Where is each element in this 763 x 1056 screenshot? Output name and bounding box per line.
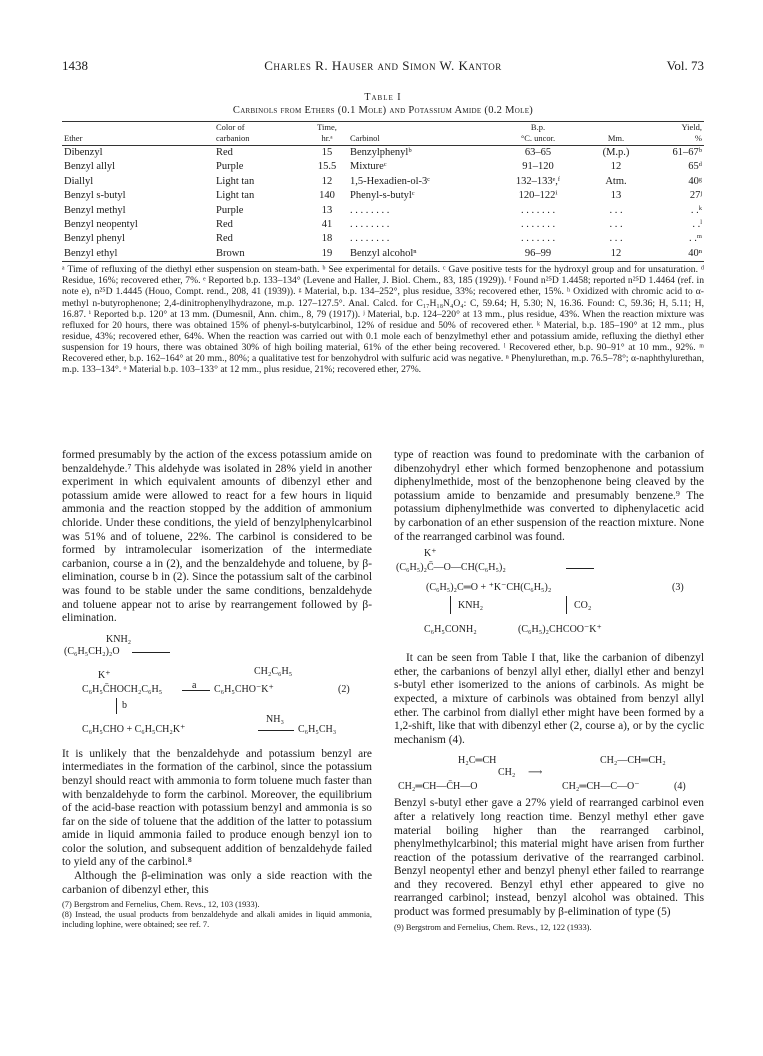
eq4-right-bottom: CH₂═CH—C—O⁻ (562, 781, 640, 793)
table-cell: 19 (305, 247, 349, 262)
page-number: 1438 (62, 58, 88, 73)
table-cell: . . . . . . . (520, 219, 556, 231)
table-cell: Atm. (605, 175, 627, 187)
table-cell: Benzyl methyl (64, 204, 126, 216)
eq2-toluene: C₆H₅CH₃ (298, 723, 337, 735)
eq2-number: (2) (338, 683, 350, 695)
equation-4 (394, 747, 704, 797)
table-cell: 13 (321, 204, 333, 216)
table-cell: 13 (610, 190, 622, 202)
table-cell: . .ᵐ (688, 233, 702, 245)
table-cell: 91–120 (522, 161, 554, 173)
table-cell: Benzyl neopentyl (64, 219, 138, 231)
paragraph: It can be seen from Table I that, like the carbanion of dibenzyl ether, the carbanions of benzyl allyl ether, diallyl ether and benzyl s-butyl ether isomerized to the anions of carbinols. As might be expected, a mixture of carbinols was obtained from benzyl allyl ether. The carbinol from diallyl ether might have been formed by a 1,2-shift, like that with dibenzyl ether (2, course a), or by the cyclic mechanism (4). (394, 652, 704, 746)
table-cell: 18 (321, 233, 333, 245)
table-cell: 15.5 (317, 161, 337, 173)
table-cell: 61–67ᵇ (672, 147, 702, 158)
table-1 (62, 92, 704, 375)
equation-2 (62, 626, 372, 738)
table-cell (62, 122, 215, 134)
table-row (62, 204, 704, 218)
table-row (62, 189, 704, 203)
table-cell: . . . . . . . (520, 204, 556, 216)
table-cell: . .ˡ (692, 219, 702, 231)
eq4-top: H₂C═CH (458, 755, 497, 767)
eq2-anion: C₆H₅C̄HOCH₂C₆H₅ (82, 683, 163, 695)
table-cell: B.p. (491, 122, 585, 134)
eq3-kplus: K⁺ (424, 548, 437, 560)
eq2-reagent: KNH₂ (106, 633, 132, 645)
eq4-arrow: ⟶ (528, 767, 543, 779)
eq3-knh2: KNH₂ (458, 600, 484, 612)
paragraph: It is unlikely that the benzaldehyde and potassium benzyl are intermediates in the formation of the carbinol, since the potassium benzyl should react with ammonia to form toluene much faster than with benzaldehyde to form the carbinol. Moreover, the equilibrium of the acid-base reaction with potassium benzyl and ammonia is so far on the side of toluene that the addition of the latter to potassium amide in liquid ammonia failed to produce enough benzyl ion to color the solution, and subsequent addition of benzaldehyde failed to yield any of the carbinol.⁸ (62, 747, 372, 869)
table-cell: Purple (216, 204, 244, 216)
eq2-bottom: C₆H₅CHO + C₆H₅CH₂K⁺ (82, 723, 186, 735)
table-cell: 65ᵈ (688, 161, 702, 173)
table-cell: Time, (305, 122, 349, 134)
table-cell: . . . . . . . . (350, 204, 390, 216)
table-title: Carbinols from Ethers (0.1 Mole) and Potassium Amide (0.2 Mole) (232, 105, 534, 116)
table-cell: 1,5-Hexadien-ol-3ᶜ (350, 175, 430, 187)
table-cell: Diallyl (64, 175, 94, 187)
table-cell: 63–65 (524, 147, 552, 158)
table-number: Table I (364, 92, 402, 103)
table-cell: Light tan (216, 190, 255, 202)
table-cell: . . . . . . . . (350, 219, 390, 231)
eq2-start: (C₆H₅CH₂)₂O (64, 645, 120, 657)
right-column (394, 449, 704, 933)
table-cell: Phenyl-s-butylᶜ (350, 190, 415, 202)
table-cell: 40ⁿ (647, 247, 704, 262)
ref-9: (9) Bergstrom and Fernelius, Chem. Revs., 12, 122 (1933). (394, 922, 592, 932)
ref-8: (8) Instead, the usual products from benzaldehyde and alkali amides in liquid ammonia, including lophine, were obtained; see ref. 7. (62, 910, 372, 930)
carbinol-table (62, 121, 704, 262)
eq3-number: (3) (672, 582, 684, 594)
table-cell: Red (216, 233, 233, 245)
table-cell: (M.p.) (602, 147, 630, 158)
paragraph: Benzyl s-butyl ether gave a 27% yield of rearranged carbinol even after a relatively long reaction time. Benzyl methyl ether gave material boiling higher than the rearranged carbinol, phenylmethylcarbinol; this material might have arisen from further reaction of the potassium derivative of the rearranged carbinol. Benzyl neopentyl ether and benzyl phenyl ether failed to rearrange and they recovered. Benzyl ethyl ether appeared to give no rearranged carbinol; instead, benzyl alcohol was obtained. This product was formed presumably by β-elimination of type (5) (394, 797, 704, 919)
table-cell: Ether (62, 133, 215, 146)
table-cell: . .ᵏ (690, 204, 702, 216)
table-cell: Yield, (647, 122, 704, 134)
table-row (62, 218, 704, 232)
eq4-ch2: CH₂ (498, 767, 516, 779)
table-cell: 120–122ⁱ (518, 190, 558, 202)
eq3-acid-salt: (C₆H₅)₂CHCOO⁻K⁺ (518, 624, 602, 636)
table-cell: % (647, 133, 704, 146)
table-cell: Carbinol (349, 133, 491, 146)
table-row (62, 247, 704, 262)
table-cell: Brown (215, 247, 305, 262)
table-cell: . . . . . . . (520, 233, 556, 245)
eq2-product: C₆H₅CHO⁻K⁺ (214, 683, 274, 695)
table-cell: hr.ᵃ (305, 133, 349, 146)
eq3-start: (C₆H₅)₂C̄—O—CH(C₆H₅)₂ (396, 562, 506, 574)
table-cell: . . . (609, 219, 623, 231)
table-row (62, 175, 704, 189)
table-cell: Benzyl phenyl (64, 233, 125, 245)
eq3-co2: CO₂ (574, 600, 592, 612)
table-footnotes: ᵃ Time of refluxing of the diethyl ether suspension on steam-bath. ᵇ See experimental for details. ᶜ Gave positive tests for the hydroxyl group and for unsaturation. ᵈ Residue, 16%; recovered ether, 7%. ᵉ Reported b.p. 133–134° (Levene and Haller, J. Biol. Chem., 83, 185 (1929)). ᶠ Found n²⁵D 1.4458; reported n²⁵D 1.4464 (ref. in note e), n²⁵D 1.4445 (Houo, Compt. rend., 208, 41 (1939)). ᵍ Material, b.p. 134–252°, plus residue, 33%; recovered ether, 15%. ʰ Oxidized with chromic acid to α-methyl n-butyrophenone; 2,4-dinitrophenylhydrazone, m.p. 127–127.5°. Anal. Calcd. for C₁₇H₁₈N₄O₄: C, 59.64; H, 5.30; N, 16.36. Found: C, 59.36; H, 5.11; H, 16.87. ⁱ Reported b.p. 120° at 13 mm. (Dumesnil, Ann. chim., 8, 79 (1917)). ʲ Material, b.p. 124–220° at 13 mm., plus residue, 43%. When the reaction mixture was refluxed for 20 hours, there was obtained 15% of phenyl-s-butylcarbinol, 12% of residue and 50% of recovered ether. ᵏ Material, b.p. 185–190° at 12 mm., plus residue, 43%; recovered ether, 64%. When the reaction was carried out with 0.1 mole each of benzylmethyl ether and potassium amide, refluxing the diethyl ether suspension for 19 hours, there was obtained 30% of high boiling material, 61% of the ether being recovered. ˡ Recovered ether, b.p. 90–91° at 10 mm., 92%. ᵐ Recovered ether, b.p. 162–164° at 20 mm., 80%; a qualitative test for benzohydrol with sulfuric acid was negative. ⁿ Phenylurethan, m.p. 76.5–78°; α-naphthylurethan, m.p. 133–134°. ᵒ Material b.p. 103–133° at 12 mm., plus residue, 21%; recovered ether, 27%. (62, 264, 704, 376)
table-cell: Color of (215, 122, 305, 134)
table-cell: Mixtureᶜ (350, 161, 387, 173)
table-cell (585, 122, 647, 134)
table-cell: carbanion (215, 133, 305, 146)
table-cell: Benzylphenylᵇ (350, 147, 412, 158)
table-head-row-1 (62, 122, 704, 134)
eq3-products: (C₆H₅)₂C═O + ⁺K⁻CH(C₆H₅)₂ (426, 582, 552, 594)
table-cell: Benzyl allyl (64, 161, 116, 173)
table-cell (349, 122, 491, 134)
left-column (62, 449, 372, 930)
eq3-benzamide: C₆H₅CONH₂ (424, 624, 477, 636)
table-cell: °C. uncor. (491, 133, 585, 146)
paragraph: Although the β-elimination was only a side reaction with the carbanion of dibenzyl ether, this (62, 870, 372, 896)
page-header (62, 58, 704, 76)
table-cell: . . . (609, 233, 623, 245)
table-body (62, 146, 704, 262)
table-row (62, 146, 704, 161)
table-cell: Benzyl alcoholⁿ (349, 247, 491, 262)
volume-label: Vol. 73 (666, 58, 704, 73)
eq2-kplus: K⁺ (98, 669, 111, 681)
footnote-refs (62, 900, 372, 930)
eq2-nh3: NH₃ (266, 713, 284, 725)
running-authors: Charles R. Hauser and Simon W. Kantor (264, 58, 502, 73)
table-head-row-2 (62, 133, 704, 146)
eq2-substituent: CH₂C₆H₅ (254, 665, 293, 677)
table-cell: Mm. (585, 133, 647, 146)
table-cell: . . . (609, 204, 623, 216)
table-cell: 132–133ᵉ,ᶠ (515, 175, 561, 187)
table-row (62, 160, 704, 174)
eq4-number: (4) (674, 781, 686, 793)
eq2-course-a: a (192, 679, 197, 691)
eq4-right-top: CH₂—CH═CH₂ (600, 755, 666, 767)
table-cell: 140 (319, 190, 335, 202)
footnote-refs (394, 923, 704, 933)
table-cell: Dibenzyl (64, 147, 103, 158)
table-cell: Benzyl s-butyl (64, 190, 126, 202)
table-cell: Red (216, 147, 233, 158)
eq2-course-b: b (122, 699, 127, 711)
table-cell: 96–99 (491, 247, 585, 262)
table-cell: Red (216, 219, 233, 231)
table-cell: 12 (610, 161, 622, 173)
ref-7: (7) Bergstrom and Fernelius, Chem. Revs., 12, 103 (1933). (62, 900, 260, 910)
table-cell: Light tan (216, 175, 255, 187)
table-row (62, 232, 704, 246)
eq4-left: CH₂═CH—C̄H—O (398, 781, 478, 793)
paragraph: type of reaction was found to predominate with the carbanion of dibenzohydryl ether which formed benzophenone and potassium diphenylmethide, most of the benzophenone being cleaved by the potassium amide to benzamide and presumably benzene.⁹ The potassium diphenylmethide was converted to diphenylacetic acid by carbonation of an ether suspension of the reaction mixture. None of the rearranged carbinol was found. (394, 449, 704, 543)
table-cell: 12 (321, 175, 333, 187)
table-cell: 12 (585, 247, 647, 262)
table-cell: 15 (321, 147, 333, 158)
table-cell: 27ʲ (689, 190, 702, 202)
equation-3 (394, 544, 704, 646)
paragraph: formed presumably by the action of the excess potassium amide on benzaldehyde.⁷ This aldehyde was isolated in 28% yield in another experiment in which equivalent amounts of dibenzyl ether and potassium amide were allowed to react for a few hours in liquid ammonia and the reaction stopped by the addition of ammonium chloride. Under these conditions, the yield of benzylphenylcarbinol was 51% and of toluene, 22%. The carbinol is considered to be formed by intramolecular isomerization of the intermediate carbanion, course a in (2), and the benzaldehyde and toluene, by β-elimination, course b in (2). Since the potassium salt of the carbinol was found to be stable under the same conditions, benzaldehyde and toluene appear not to arise by rearrangement followed by β-elimination. (62, 449, 372, 625)
table-cell: . . . . . . . . (350, 233, 390, 245)
table-cell: Purple (216, 161, 244, 173)
table-cell: 41 (321, 219, 333, 231)
table-cell: Benzyl ethyl (62, 247, 215, 262)
table-cell: 40ᵍ (688, 175, 702, 187)
